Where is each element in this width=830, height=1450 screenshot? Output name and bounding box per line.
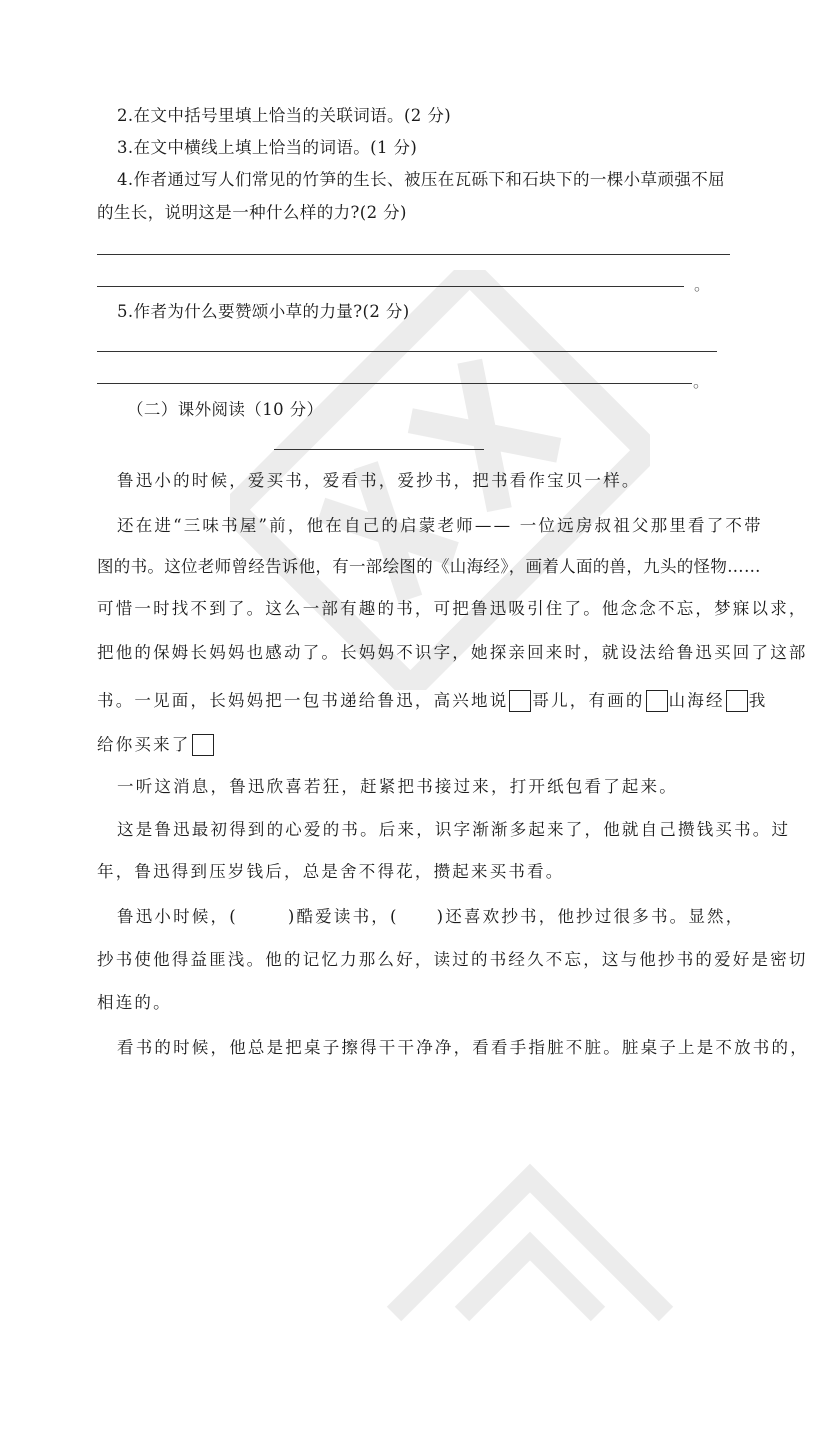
- text-segment: 鲁迅小时候，(: [117, 907, 238, 926]
- question-4-line1: 4.作者通过写人们常见的竹笋的生长、被压在瓦砾下和石块下的一棵小草顽强不屈: [117, 170, 726, 189]
- answer-line-q5-2[interactable]: [97, 383, 692, 384]
- passage-paragraph-2-line4: 把他的保姆长妈妈也感动了。长妈妈不识字，她探亲回来时，就设法给鲁迅买回了这部: [97, 643, 808, 662]
- passage-paragraph-1: 鲁迅小的时候，爱买书，爱看书，爱抄书，把书看作宝贝一样。: [117, 471, 641, 490]
- answer-line-q5-1[interactable]: [97, 351, 717, 352]
- text-segment: 我: [748, 691, 768, 710]
- answer-end-period: 。: [693, 372, 710, 391]
- question-3: 3.在文中横线上填上恰当的词语。(1 分): [117, 138, 418, 157]
- passage-paragraph-5-line1: [117, 907, 744, 927]
- passage-paragraph-2-line2: 图的书。这位老师曾经告诉他，有一部绘图的《山海经》，画着人面的兽，九头的怪物……: [97, 557, 761, 576]
- passage-paragraph-2-line3: 可惜一时找不到了。这么一部有趣的书，可把鲁迅吸引住了。他念念不忘，梦寐以求，: [97, 599, 808, 618]
- text-segment: 给你买来了: [97, 735, 191, 754]
- text-segment: 哥儿，有画的: [532, 691, 645, 710]
- title-blank-line[interactable]: [274, 449, 484, 450]
- text-segment: )酷爱读书，(: [287, 907, 399, 926]
- answer-line-q4-1[interactable]: [97, 254, 730, 255]
- punctuation-box-2[interactable]: [646, 690, 668, 712]
- answer-line-q4-2[interactable]: [97, 286, 684, 287]
- passage-paragraph-6: 看书的时候，他总是把桌子擦得干干净净，看看手指脏不脏。脏桌子上是不放书的，: [117, 1038, 809, 1057]
- passage-paragraph-2-line1: 还在进“三味书屋”前，他在自己的启蒙老师—— 一位远房叔祖父那里看了不带: [117, 516, 763, 535]
- passage-paragraph-3: 一听这消息，鲁迅欣喜若狂，赶紧把书接过来，打开纸包看了起来。: [117, 777, 678, 796]
- passage-paragraph-2-line5: [97, 690, 767, 712]
- passage-paragraph-5-line2: 抄书使他得益匪浅。他的记忆力那么好，读过的书经久不忘，这与他抄书的爱好是密切: [97, 950, 808, 969]
- watermark-logo-icon: [360, 1110, 700, 1450]
- answer-end-period: 。: [694, 275, 711, 294]
- section-heading: （二）课外阅读（10 分）: [127, 400, 324, 419]
- passage-paragraph-5-line3: 相连的。: [97, 993, 172, 1012]
- text-segment: 山海经: [668, 691, 725, 710]
- passage-paragraph-2-line6: [97, 734, 215, 756]
- question-2: 2.在文中括号里填上恰当的关联词语。(2 分): [117, 106, 452, 125]
- question-4-line2: 的生长，说明这是一种什么样的力?(2 分): [97, 203, 407, 222]
- passage-paragraph-4-line1: 这是鲁迅最初得到的心爱的书。后来，识字渐渐多起来了，他就自己攒钱买书。过: [117, 820, 791, 839]
- text-segment: 书。一见面，长妈妈把一包书递给鲁迅，高兴地说: [97, 691, 509, 710]
- punctuation-box-4[interactable]: [192, 734, 214, 756]
- passage-paragraph-4-line2: 年，鲁迅得到压岁钱后，总是舍不得花，攒起来买书看。: [97, 862, 565, 881]
- text-segment: )还喜欢抄书，他抄过很多书。显然，: [436, 907, 745, 926]
- question-5: 5.作者为什么要赞颂小草的力量?(2 分): [117, 302, 410, 321]
- punctuation-box-1[interactable]: [509, 690, 531, 712]
- punctuation-box-3[interactable]: [726, 690, 748, 712]
